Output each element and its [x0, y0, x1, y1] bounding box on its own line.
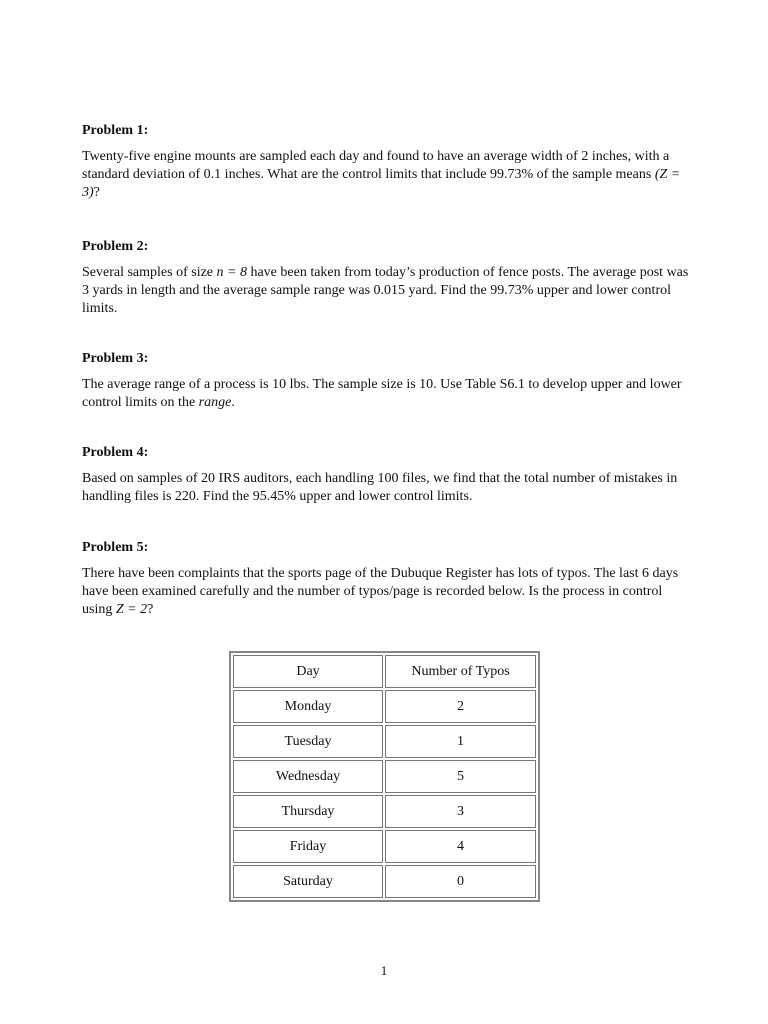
- problem-2: [82, 238, 692, 318]
- table-row: [233, 760, 536, 793]
- table-header-row: [233, 655, 536, 688]
- problem-3-heading: Problem 3:: [82, 351, 149, 366]
- table-cell-typos: 4: [385, 830, 536, 863]
- problem-2-math: n = 8: [216, 265, 247, 280]
- problem-3-text: [82, 376, 692, 412]
- table-cell-day: Wednesday: [233, 760, 383, 793]
- problem-5: [82, 539, 692, 619]
- table-row: [233, 830, 536, 863]
- table-cell-day: Tuesday: [233, 725, 383, 758]
- problem-2-heading: Problem 2:: [82, 239, 149, 254]
- problem-1-heading: Problem 1:: [82, 123, 149, 138]
- page-number: 1: [380, 963, 388, 978]
- problem-3-math: range: [198, 395, 232, 410]
- table-cell-day: Thursday: [233, 795, 383, 828]
- table-cell-typos: 5: [385, 760, 536, 793]
- table-row: [233, 690, 536, 723]
- problem-1-text: [82, 148, 692, 202]
- table-cell-day: Saturday: [233, 865, 383, 898]
- table-cell-day: Friday: [233, 830, 383, 863]
- problem-4: [82, 444, 692, 506]
- problem-1: [82, 122, 692, 202]
- problem-4-heading: Problem 4:: [82, 445, 149, 460]
- table-header-typos: Number of Typos: [385, 655, 536, 688]
- problem-3-text-a: The average range of a process is 10 lbs. The sample size is 10. Use Table S6.1 to develop upper and lower control limits on the: [82, 377, 682, 410]
- table-row: [233, 865, 536, 898]
- table-cell-typos: 2: [385, 690, 536, 723]
- problem-1-text-a: Twenty-five engine mounts are sampled each day and found to have an average width of 2 inches, with a standard deviation of 0.1 inches. What are the control limits that include 99.73% of the sample means: [82, 149, 670, 182]
- problem-5-heading: Problem 5:: [82, 540, 149, 555]
- table-row: [233, 725, 536, 758]
- problem-3: [82, 350, 692, 412]
- table-cell-typos: 1: [385, 725, 536, 758]
- problem-5-text-b: ?: [147, 602, 154, 617]
- problem-2-text-a: Several samples of size: [82, 265, 217, 280]
- problem-5-math: Z = 2: [115, 602, 148, 617]
- problem-1-text-b: ?: [93, 185, 100, 200]
- problem-5-text-a: There have been complaints that the sports page of the Dubuque Register has lots of typos. The last 6 days have been examined carefully and the number of typos/page is recorded below. Is the process in control using: [82, 566, 679, 617]
- problem-3-text-b: .: [231, 395, 235, 410]
- problem-4-text: Based on samples of 20 IRS auditors, each handling 100 files, we find that the total number of mistakes in handling files is 220. Find the 95.45% upper and lower control limits.: [82, 471, 678, 504]
- typos-table: [229, 651, 540, 902]
- problem-5-text: [82, 565, 692, 619]
- problem-2-text-b: have been taken from today’s production of fence posts. The average post was 3 yards in length and the average sample range was 0.015 yard. Find the 99.73% upper and lower control limits.: [82, 265, 689, 316]
- table-row: [233, 795, 536, 828]
- table-header-day: Day: [233, 655, 383, 688]
- problem-2-text: [82, 264, 692, 318]
- table-cell-typos: 0: [385, 865, 536, 898]
- table-cell-day: Monday: [233, 690, 383, 723]
- table-cell-typos: 3: [385, 795, 536, 828]
- problem-1-math: (Z = 3): [82, 167, 681, 200]
